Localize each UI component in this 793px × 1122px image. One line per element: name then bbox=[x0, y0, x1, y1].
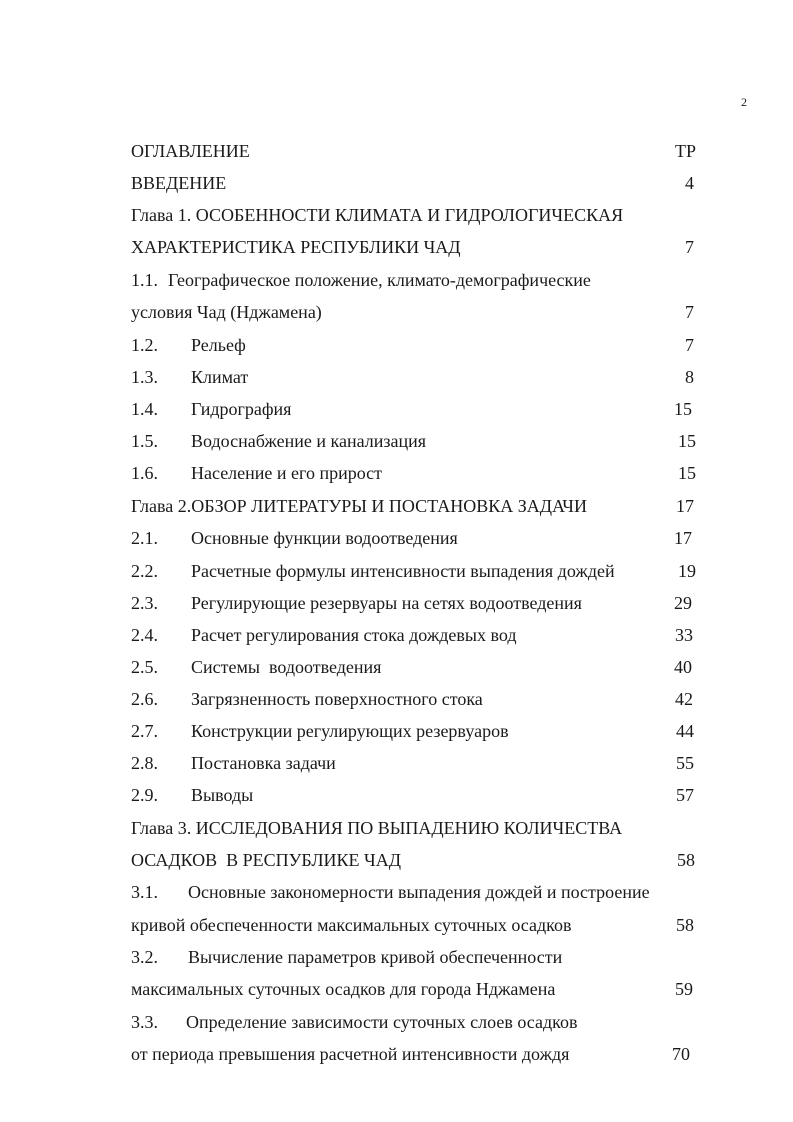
toc-section-number: 1.5. bbox=[131, 431, 158, 451]
toc-section-1-3-page: 8 bbox=[685, 367, 694, 387]
toc-section-title: Основные функции водоотведения bbox=[191, 528, 458, 548]
toc-section-title: Постановка задачи bbox=[191, 753, 336, 773]
toc-section-number: 2.5. bbox=[131, 657, 158, 677]
toc-chapter-1-title: Глава 1. ОСОБЕННОСТИ КЛИМАТА И ГИДРОЛОГИЧЕСКАЯ bbox=[131, 205, 624, 225]
toc-section-2-5-page: 40 bbox=[674, 657, 692, 677]
toc-section-2-9-page: 57 bbox=[676, 785, 694, 805]
toc-section-title: Конструкции регулирующих резервуаров bbox=[191, 721, 509, 741]
toc-section-number: 2.8. bbox=[131, 753, 158, 773]
toc-section-title: Определение зависимости суточных слоев осадков bbox=[186, 1012, 578, 1032]
toc-section-title: Географическое положение, климато-демографические bbox=[168, 270, 591, 290]
toc-section-title: Основные закономерности выпадения дождей и построение bbox=[188, 882, 650, 902]
toc-section-number: 2.9. bbox=[131, 785, 158, 805]
toc-section-title: Водоснабжение и канализация bbox=[191, 431, 426, 451]
toc-section-1-2-page: 7 bbox=[685, 335, 694, 355]
toc-entry-intro-page: 4 bbox=[685, 173, 694, 193]
toc-chapter-1-page: 7 bbox=[685, 237, 694, 257]
toc-chapter-2-title: Глава 2.ОБЗОР ЛИТЕРАТУРЫ И ПОСТАНОВКА ЗАДАЧИ bbox=[131, 496, 587, 516]
toc-section-2-7-page: 44 bbox=[676, 721, 694, 741]
toc-section-title: Регулирующие резервуары на сетях водоотведения bbox=[191, 593, 582, 613]
toc-section-title: Климат bbox=[191, 367, 249, 387]
toc-chapter-1-title-cont: ХАРАКТЕРИСТИКА РЕСПУБЛИКИ ЧАД bbox=[131, 237, 461, 257]
toc-section-2-2-page: 19 bbox=[678, 561, 696, 581]
toc-section-title: Расчет регулирования стока дождевых вод bbox=[191, 625, 517, 645]
toc-section-3-2-cont: максимальных суточных осадков для города Нджамена bbox=[131, 979, 556, 999]
toc-section-number: 3.2. bbox=[131, 947, 158, 967]
toc-section-3-1-page: 58 bbox=[676, 915, 694, 935]
toc-section-1-1-cont: условия Чад (Нджамена) bbox=[131, 302, 322, 322]
toc-heading: ОГЛАВЛЕНИЕ bbox=[131, 141, 250, 161]
toc-section-2-6-page: 42 bbox=[675, 689, 693, 709]
toc-section-title: Вычисление параметров кривой обеспеченности bbox=[188, 947, 563, 967]
toc-section-number: 2.6. bbox=[131, 689, 158, 709]
toc-chapter-3-title: Глава 3. ИССЛЕДОВАНИЯ ПО ВЫПАДЕНИЮ КОЛИЧЕСТВА bbox=[131, 818, 623, 838]
toc-section-1-4-page: 15 bbox=[674, 399, 692, 419]
toc-chapter-2-page: 17 bbox=[676, 496, 694, 516]
toc-section-title: Системы водоотведения bbox=[191, 657, 382, 677]
toc-section-title: Расчетные формулы интенсивности выпадения дождей bbox=[191, 561, 615, 581]
toc-section-number: 2.3. bbox=[131, 593, 158, 613]
toc-section-2-8-page: 55 bbox=[676, 753, 694, 773]
toc-section-1-6-page: 15 bbox=[678, 463, 696, 483]
toc-section-number: 2.2. bbox=[131, 561, 158, 581]
toc-section-title: Выводы bbox=[191, 785, 254, 805]
toc-section-title: Рельеф bbox=[191, 335, 246, 355]
toc-section-1-5-page: 15 bbox=[678, 431, 696, 451]
toc-chapter-3-page: 58 bbox=[677, 850, 695, 870]
toc-section-3-2-page: 59 bbox=[675, 979, 693, 999]
toc-section-number: 1.1. bbox=[131, 270, 158, 290]
toc-section-title: Население и его прирост bbox=[191, 463, 383, 483]
toc-section-number: 3.3. bbox=[131, 1012, 158, 1032]
toc-section-3-3-cont: от периода превышения расчетной интенсивности дождя bbox=[131, 1044, 570, 1064]
toc-section-number: 3.1. bbox=[131, 882, 158, 902]
toc-entry-intro: ВВЕДЕНИЕ bbox=[131, 173, 227, 193]
toc-section-1-1-page: 7 bbox=[685, 302, 694, 322]
toc-chapter-3-title-cont: ОСАДКОВ В РЕСПУБЛИКЕ ЧАД bbox=[131, 850, 401, 870]
toc-section-number: 2.4. bbox=[131, 625, 158, 645]
toc-heading-page-label: ТР bbox=[674, 141, 696, 161]
toc-section-number: 1.6. bbox=[131, 463, 158, 483]
toc-section-number: 1.3. bbox=[131, 367, 158, 387]
toc-section-title: Загрязненность поверхностного стока bbox=[191, 689, 483, 709]
toc-section-3-3-page: 70 bbox=[672, 1044, 690, 1064]
toc-section-2-4-page: 33 bbox=[675, 625, 693, 645]
toc-section-number: 1.4. bbox=[131, 399, 158, 419]
page-number: 2 bbox=[741, 95, 747, 109]
toc-section-number: 1.2. bbox=[131, 335, 158, 355]
toc-section-2-1-page: 17 bbox=[674, 528, 692, 548]
toc-section-3-1-cont: кривой обеспеченности максимальных суточных осадков bbox=[131, 915, 572, 935]
toc-section-number: 2.1. bbox=[131, 528, 158, 548]
toc-section-number: 2.7. bbox=[131, 721, 158, 741]
toc-section-title: Гидрография bbox=[191, 399, 292, 419]
toc-section-2-3-page: 29 bbox=[674, 593, 692, 613]
